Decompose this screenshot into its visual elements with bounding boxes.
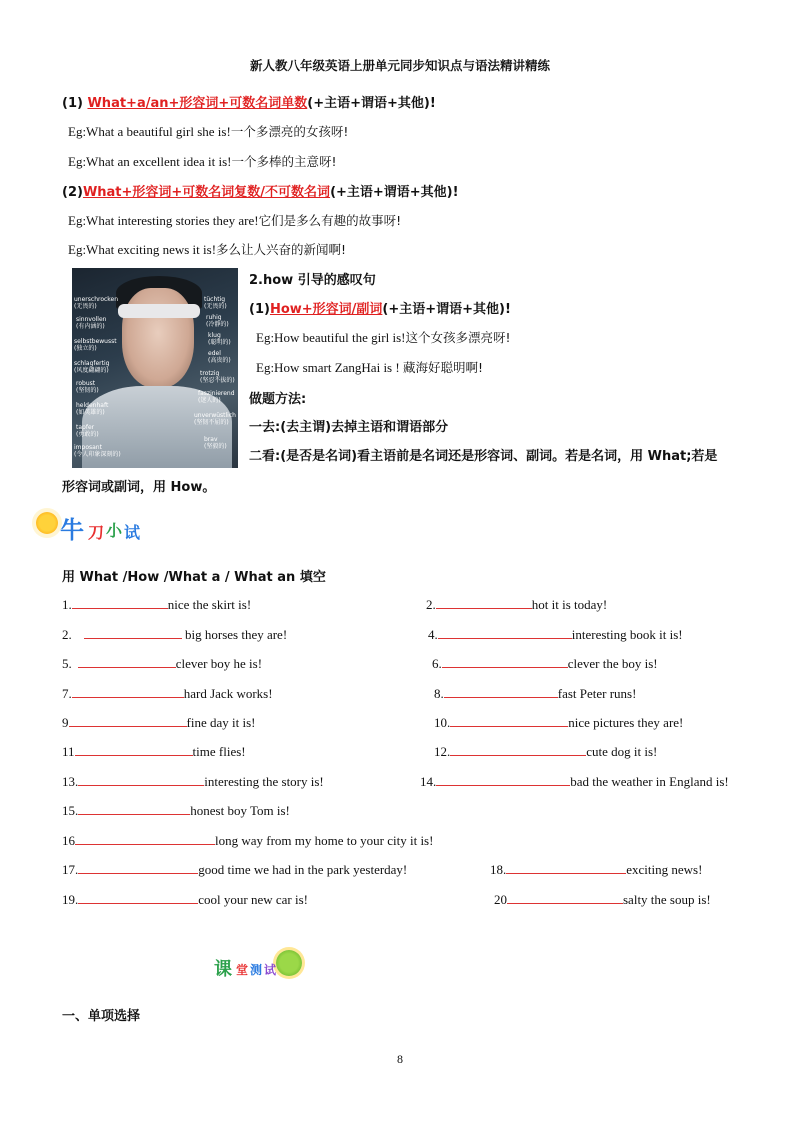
example-5-en: Eg:How beautiful the girl is! (256, 330, 406, 345)
exercise-item: 17. good time we had in the park yesterday! (62, 862, 408, 877)
example-4-cn: 多么让人兴奋的新闻啊! (216, 242, 347, 257)
exercise-item: 8. fast Peter runs! (434, 686, 637, 701)
portrait-photo (72, 268, 238, 468)
answer-blank[interactable] (78, 773, 204, 786)
example-3 (68, 211, 401, 229)
rule-1 (62, 92, 436, 111)
example-5-cn: 这个女孩多漂亮呀! (405, 330, 511, 345)
photo-label: edel (高贵的) (208, 350, 231, 364)
photo-label: ruhig (冷静的) (206, 314, 229, 328)
answer-blank[interactable] (75, 743, 193, 756)
rule-2-number: (2) (62, 185, 83, 200)
example-5 (256, 328, 510, 346)
example-2-cn: 一个多棒的主意呀! (231, 154, 337, 169)
answer-blank[interactable] (78, 861, 198, 874)
answer-blank[interactable] (436, 773, 570, 786)
rule-3-rest: (+主语+谓语+其他)! (382, 302, 511, 317)
exercise-item: 4. interesting book it is! (428, 627, 683, 642)
answer-blank[interactable] (78, 802, 190, 815)
answer-blank[interactable] (72, 596, 168, 609)
photo-label: imposant (令人印象深刻的) (74, 444, 121, 458)
answer-blank[interactable] (444, 685, 558, 698)
exercise-item: 16 long way from my home to your city it is! (62, 833, 434, 848)
answer-blank[interactable] (78, 891, 198, 904)
photo-label: robust (坚韧的) (76, 380, 99, 394)
page-header: 新人教八年级英语上册单元同步知识点与语法精讲精练 (249, 58, 550, 73)
sun-icon (36, 512, 58, 534)
photo-headband (118, 304, 200, 318)
example-1-en: Eg:What a beautiful girl she is! (68, 124, 231, 139)
example-1 (68, 122, 348, 140)
rule-2 (62, 181, 459, 200)
answer-blank[interactable] (450, 714, 568, 727)
answer-blank[interactable] (507, 891, 623, 904)
photo-label: heldenhaft (如英雄的) (76, 402, 109, 416)
method-title: 做题方法: (249, 392, 307, 407)
photo-label: tapfer (勇敢的) (76, 424, 99, 438)
exercise-item: 2. hot it is today! (426, 597, 608, 612)
how-section-title: 2.how 引导的感叹句 (249, 273, 376, 288)
section-badge-char-2: 刀 (88, 523, 105, 542)
rule-2-rest: (+主语+谓语+其他)! (330, 185, 459, 200)
exercise-item: 1. nice the skirt is! (62, 597, 252, 612)
exercise-item: 14. bad the weather in England is! (420, 774, 729, 789)
photo-label: faszinierend (迷人的) (198, 390, 235, 404)
exercise-item: 5. clever boy he is! (62, 656, 263, 671)
exercise-item: 12. cute dog it is! (434, 744, 658, 759)
rule-1-rest: (+主语+谓语+其他)! (307, 96, 436, 111)
rule-3-pattern: How+形容词/副词 (269, 302, 383, 317)
answer-blank[interactable] (442, 655, 568, 668)
photo-label: tüchtig (无畏的) (204, 296, 227, 310)
section-badge-char-4: 试 (124, 523, 141, 542)
exercise-item: 13. interesting the story is! (62, 774, 324, 789)
photo-label: unerschrocken (无畏的) (74, 296, 119, 310)
exercise-item: 18. exciting news! (490, 862, 703, 877)
answer-blank[interactable] (450, 743, 586, 756)
answer-blank[interactable] (75, 832, 215, 845)
method-step-1: 一去:(去主谓)去掉主语和谓语部分 (249, 420, 449, 435)
photo-label: sinnvollen (有内涵的) (76, 316, 107, 330)
exercise-item: 20 salty the soup is! (494, 892, 711, 907)
method-step-2-cont: 形容词或副词，用 How。 (62, 480, 216, 495)
answer-blank[interactable] (438, 626, 572, 639)
page-number: 8 (397, 1052, 403, 1066)
rule-1-number: (1) (62, 96, 88, 111)
section-badge-char-1: 牛 (60, 516, 84, 544)
answer-blank[interactable] (506, 861, 626, 874)
section2-badge-char-3: 测 (250, 963, 263, 977)
example-4-en: Eg:What exciting news it is! (68, 242, 217, 257)
exercise-item: 7. hard Jack works! (62, 686, 273, 701)
exercise-item: 2. big horses they are! (62, 627, 288, 642)
example-2-en: Eg:What an excellent idea it is! (68, 154, 232, 169)
photo-label: unverwüstlich (坚韧不屈的) (194, 412, 236, 426)
example-4 (68, 240, 346, 258)
answer-blank[interactable] (436, 596, 532, 609)
answer-blank[interactable] (69, 714, 187, 727)
section2-badge-char-1: 课 (214, 959, 232, 980)
rule-1-pattern: What+a/an+形容词+可数名词单数 (87, 96, 308, 111)
exercise-title: 用 What /How /What a / What an 填空 (62, 570, 326, 585)
section2-badge-char-4: 试 (264, 963, 277, 977)
example-6-cn: 藏海好聪明啊! (402, 360, 483, 375)
exercise-item: 10. nice pictures they are! (434, 715, 684, 730)
exercise-item: 19. cool your new car is! (62, 892, 308, 907)
example-2 (68, 152, 337, 170)
photo-face (122, 288, 194, 388)
rule-3 (249, 298, 511, 317)
part-one-heading: 一、单项选择 (62, 1009, 141, 1024)
answer-blank[interactable] (84, 626, 182, 639)
exercise-item: 9 fine day it is! (62, 715, 256, 730)
answer-blank[interactable] (78, 655, 176, 668)
green-ball-icon (276, 950, 302, 976)
photo-label: selbstbewusst (独立的) (74, 338, 117, 352)
example-1-cn: 一个多漂亮的女孩呀! (230, 124, 349, 139)
exercise-item: 11 time flies! (62, 744, 246, 759)
exercise-item: 15. honest boy Tom is! (62, 803, 290, 818)
example-6-en: Eg:How smart ZangHai is ! (256, 360, 400, 375)
photo-label: klug (聪明的) (208, 332, 231, 346)
photo-label: schlagfertig (风度翩翩的) (74, 360, 110, 374)
example-3-cn: 它们是多么有趣的故事呀! (258, 213, 402, 228)
exercise-item: 6. clever the boy is! (432, 656, 658, 671)
rule-3-number: (1) (249, 302, 270, 317)
rule-2-pattern: What+形容词+可数名词复数/不可数名词 (82, 185, 331, 200)
method-step-2: 二看:(是否是名词)看主语前是名词还是形容词、副词。若是名词，用 What;若是 (249, 449, 718, 464)
section2-badge-char-2: 堂 (236, 963, 249, 977)
example-3-en: Eg:What interesting stories they are! (68, 213, 259, 228)
photo-label: trotzig (坚忍不拔的) (200, 370, 235, 384)
photo-label: brav (坚毅的) (204, 436, 227, 450)
section-badge-char-3: 小 (106, 521, 123, 540)
example-6 (256, 358, 483, 376)
answer-blank[interactable] (72, 685, 184, 698)
